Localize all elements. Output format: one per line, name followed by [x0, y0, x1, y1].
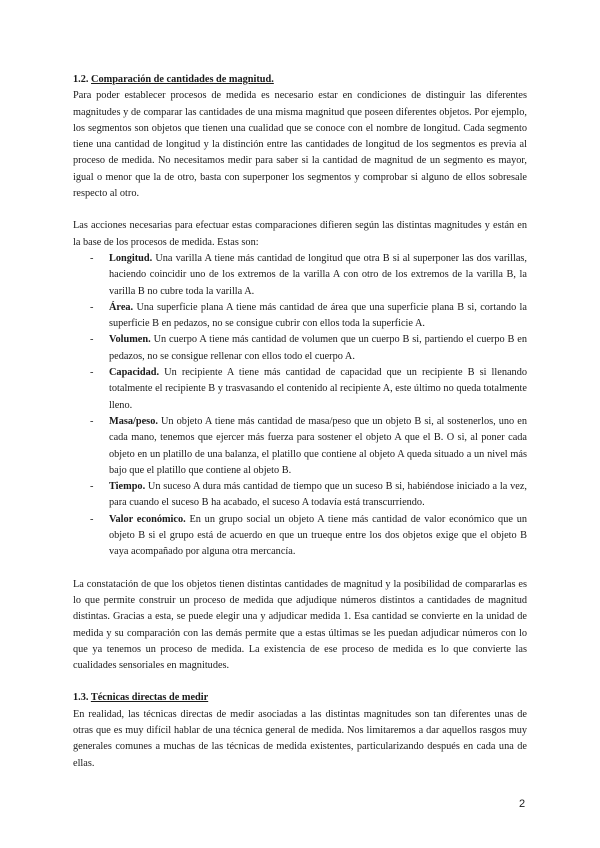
list-item-term: Tiempo. — [109, 481, 146, 493]
list-item-text: Un objeto A tiene más cantidad de masa/peso que un objeto B si, al sostenerlos, uno en cada mano, tenemos que ejercer más fuerza para sostener el objeto A que el B. O si, al poner cada objeto en un platillo de una balanza, el platillo que contiene al objeto A queda situado a un nivel más bajo que el platillo que contiene al objeto B. — [109, 415, 527, 476]
list-item-text: Una varilla A tiene más cantidad de longitud que otra B si al superponer las dos varillas, haciendo coincidir uno de los extremos de la varilla A con otro de los extremos de la varilla B, la varilla B no cubre toda la varilla A. — [109, 252, 527, 297]
list-item: - Área. Una superficie plana A tiene más cantidad de área que una superficie plana B si, cortando la superficie B en pedazos, no se consigue cubrir con ellos toda la superficie A. — [90, 301, 527, 330]
document-page — [73, 72, 527, 772]
section-number: 1.2. — [73, 74, 89, 85]
paragraph: Para poder establecer procesos de medida es necesario estar en condiciones de distinguir las diferentes magnitudes y de comparar las cantidades de una misma magnitud que poseen diferentes objetos. Por ejemplo, los segmentos son objetos que tienen una cualidad que se conoce con el nombre de longitud. Cada segmento tiene una cantidad de longitud y la distinción entre las cantidades de longitud de los segmentos es previa al proceso de medida. No necesitamos medir para saber si la cantidad de magnitud de un segmento es mayor, igual o menor que la de otro, basta con superponer los segmentos y comprobar si alguno de ellos sobresale respecto al otro. — [73, 90, 527, 200]
list-item-term: Capacidad. — [109, 367, 160, 379]
section-heading-1-3 — [73, 690, 527, 706]
list-item-text: Un suceso A dura más cantidad de tiempo que un suceso B si, habiéndose iniciado a la vez, para cuando el suceso B ha acabado, el suceso A todavía está transcurriendo. — [109, 481, 527, 509]
paragraph: En realidad, las técnicas directas de medir asociadas a las distintas magnitudes son tan diferentes unas de otras que es muy difícil hablar de una técnica general de medida. Nos limitaremos a dar aquellos rasgos muy generales comunes a muchas de las técnicas de medida existentes, particularizando después en cada una de ellas. — [73, 708, 527, 769]
list-item-term: Masa/peso. — [109, 415, 158, 427]
list-item-text: Un cuerpo A tiene más cantidad de volumen que un cuerpo B si, partiendo el cuerpo B en pedazos, no se consigue rellenar con ellos todo el cuerpo A. — [109, 334, 527, 362]
list-item: - Volumen. Un cuerpo A tiene más cantidad de volumen que un cuerpo B si, partiendo el cuerpo B en pedazos, no se consigue rellenar con ellos todo el cuerpo A. — [90, 334, 527, 362]
section-heading-1-2 — [73, 72, 527, 88]
list-item: - Valor económico. En un grupo social un objeto A tiene más cantidad de valor económico que un objeto B si el grupo está de acuerdo en que un trueque entre los dos objetos exige que el objeto B vaya acompañado por alguna otra mercancía. — [90, 513, 527, 558]
paragraph: Las acciones necesarias para efectuar estas comparaciones difieren según las distintas magnitudes y están en la base de los procesos de medida. Estas son: — [73, 220, 527, 248]
page-number: 2 — [519, 798, 526, 810]
list-item-term: Volumen. — [109, 334, 151, 346]
section-title: Técnicas directas de medir — [90, 692, 209, 704]
comparison-list — [73, 251, 527, 561]
list-item-text: Una superficie plana A tiene más cantidad de área que una superficie plana B si, cortando la superficie B en pedazos, no se consigue cubrir con ellos toda la superficie A. — [109, 301, 527, 330]
list-item: - Capacidad. Un recipiente A tiene más cantidad de capacidad que un recipiente B si llenando totalmente el recipiente B y trasvasando el contenido al recipiente A, este último no queda totalmente lleno. — [90, 367, 527, 411]
list-item-term: Valor económico. — [109, 513, 186, 525]
paragraph: La constatación de que los objetos tienen distintas cantidades de magnitud y la posibilidad de compararlas es lo que permite construir un proceso de medida que adjudique números distintos a cantidades de magnitud distintas. Gracias a esta, se puede elegir una y adjudicar medida 1. Esa cantidad se convierte en la unidad de medida y su comparación con las demás permite que a estas últimas se les puedan adjudicar números con lo que ya tenemos un proceso de medida. La existencia de ese proceso de medida es lo que convierte las cualidades sensoriales en magnitudes. — [73, 578, 527, 672]
list-item: - Masa/peso. Un objeto A tiene más cantidad de masa/peso que un objeto B si, al sostenerlos, uno en cada mano, tenemos que ejercer más fuerza para sostener el objeto A que el B. O si, al poner cada objeto en un platillo de una balanza, el platillo que contiene al objeto A queda situado a un nivel más bajo que el platillo que contiene al objeto B. — [90, 415, 527, 476]
list-item-text: En un grupo social un objeto A tiene más cantidad de valor económico que un objeto B si el grupo está de acuerdo en que un trueque entre los dos objetos exige que el objeto B vaya acompañado por alguna otra mercancía. — [109, 513, 527, 558]
list-item-term: Longitud. — [109, 252, 153, 264]
list-item: - Tiempo. Un suceso A dura más cantidad de tiempo que un suceso B si, habiéndose iniciado a la vez, para cuando el suceso B ha acabado, el suceso A todavía está transcurriendo. — [90, 481, 527, 509]
section-number: 1.3. — [73, 692, 89, 704]
section-title: Comparación de cantidades de magnitud. — [91, 74, 274, 85]
list-item-text: Un recipiente A tiene más cantidad de capacidad que un recipiente B si llenando totalmente el recipiente B y trasvasando el contenido al recipiente A, este último no queda totalmente lleno. — [109, 367, 527, 411]
list-item-term: Área. — [109, 301, 134, 313]
list-item: - Longitud. Una varilla A tiene más cantidad de longitud que otra B si al superponer las dos varillas, haciendo coincidir uno de los extremos de la varilla A con otro de los extremos de la varilla B, la varilla B no cubre toda la varilla A. — [90, 252, 527, 297]
